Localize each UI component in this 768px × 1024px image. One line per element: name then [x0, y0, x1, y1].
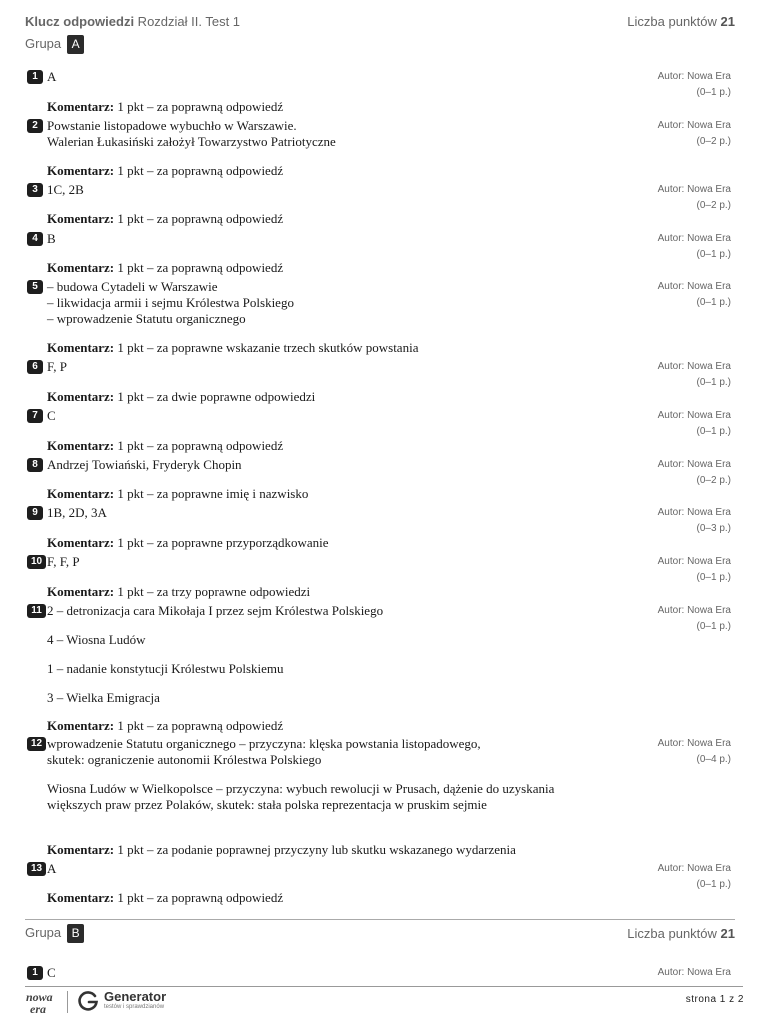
task-1	[27, 69, 733, 98]
task-meta: Autor: Nowa Era (0–1 p.)	[657, 233, 731, 260]
task-13	[27, 861, 733, 890]
task-meta: Autor: Nowa Era (0–2 p.)	[657, 184, 731, 211]
task-3-comment: Komentarz: 1 pkt – za poprawną odpowiedź	[47, 211, 284, 226]
task-answer: 2 – detronizacja cara Mikołaja I przez sejm Królestwa Polskiego 4 – Wiosna Ludów 1 – nadanie konstytucji Królestwu Polskiemu 3 – Wielka Emigracja	[47, 603, 384, 705]
task-number: 10	[27, 555, 46, 569]
task-number: 1	[27, 70, 43, 84]
task-answer: Powstanie listopadowe wybuchło w Warszawie. Walerian Łukasiński założył Towarzystwo Patriotyczne	[47, 118, 336, 149]
task-5-comment: Komentarz: 1 pkt – za poprawne wskazanie trzech skutków powstania	[47, 340, 419, 355]
task-answer: Andrzej Towiański, Fryderyk Chopin	[47, 457, 242, 472]
logo-text: nowa	[26, 990, 53, 1004]
task-meta: Autor: Nowa Era (0–2 p.)	[657, 120, 731, 147]
task-answer: B	[47, 231, 56, 246]
task-answer: – budowa Cytadeli w Warszawie – likwidacja armii i sejmu Królestwa Polskiego – wprowadzenie Statutu organicznego	[47, 279, 294, 326]
task-2	[27, 118, 733, 150]
total-points: Liczba punktów 21	[627, 14, 735, 29]
task-4	[27, 231, 733, 260]
task-9-comment: Komentarz: 1 pkt – za poprawne przyporządkowanie	[47, 535, 329, 550]
page-number: strona 1 z 2	[685, 994, 744, 1005]
group-b-badge: B	[67, 924, 84, 943]
task-number: 12	[27, 737, 46, 751]
task-meta: Autor: Nowa Era (0–1 p.)	[657, 410, 731, 437]
task-11-comment: Komentarz: 1 pkt – za poprawną odpowiedź	[47, 718, 284, 733]
task-13-comment: Komentarz: 1 pkt – za poprawną odpowiedź	[47, 890, 284, 905]
task-meta: Autor: Nowa Era	[657, 967, 731, 978]
task-meta: Autor: Nowa Era (0–1 p.)	[657, 71, 731, 98]
task-number: 8	[27, 458, 43, 472]
group-a-label: Grupa A	[25, 34, 84, 54]
task-meta: Autor: Nowa Era (0–4 p.)	[657, 738, 731, 765]
generator-title: Generator	[104, 989, 167, 1004]
task-3	[27, 182, 733, 211]
generator-logo-icon	[77, 990, 99, 1012]
task-answer: 1B, 2D, 3A	[47, 505, 107, 520]
task-answer: 1C, 2B	[47, 182, 84, 197]
task-meta: Autor: Nowa Era (0–2 p.)	[657, 459, 731, 486]
logo-text-2: era	[30, 1002, 46, 1016]
group-b-points: Liczba punktów 21	[627, 926, 735, 941]
task-number: 6	[27, 360, 43, 374]
task-number: 2	[27, 119, 43, 133]
task-6-comment: Komentarz: 1 pkt – za dwie poprawne odpowiedzi	[47, 389, 316, 404]
doc-title: Klucz odpowiedzi	[25, 14, 135, 29]
task-7	[27, 408, 733, 437]
task-number: 13	[27, 862, 46, 876]
task-answer: A	[47, 861, 57, 876]
task-10	[27, 554, 733, 583]
task-9	[27, 505, 733, 534]
task-number: 4	[27, 232, 43, 246]
group-divider	[25, 919, 735, 920]
task-8	[27, 457, 733, 486]
group-b-label: Grupa B	[25, 923, 84, 943]
task-answer: F, F, P	[47, 554, 80, 569]
task-number: 7	[27, 409, 43, 423]
task-2-comment: Komentarz: 1 pkt – za poprawną odpowiedź	[47, 163, 284, 178]
task-8-comment: Komentarz: 1 pkt – za poprawne imię i nazwisko	[47, 486, 309, 501]
task-number: 1	[27, 966, 43, 980]
group-a-badge: A	[67, 35, 84, 54]
task-answer: C	[47, 408, 56, 423]
task-number: 3	[27, 183, 43, 197]
task-meta: Autor: Nowa Era (0–1 p.)	[657, 556, 731, 583]
footer-divider	[25, 986, 743, 987]
doc-subtitle: Rozdział II. Test 1	[134, 14, 241, 29]
task-11	[27, 603, 733, 706]
generator-subtitle: testów i sprawdzianów	[104, 1004, 165, 1010]
task-number: 5	[27, 280, 43, 294]
task-10-comment: Komentarz: 1 pkt – za trzy poprawne odpowiedzi	[47, 584, 311, 599]
nowa-era-logo	[25, 988, 61, 1016]
task-answer: C	[47, 965, 56, 980]
task-7-comment: Komentarz: 1 pkt – za poprawną odpowiedź	[47, 438, 284, 453]
task-meta: Autor: Nowa Era (0–1 p.)	[657, 361, 731, 388]
task-number: 9	[27, 506, 43, 520]
task-5	[27, 279, 733, 327]
page-header	[25, 14, 735, 34]
task-answer: A	[47, 69, 57, 84]
task-6	[27, 359, 733, 388]
task-4-comment: Komentarz: 1 pkt – za poprawną odpowiedź	[47, 260, 284, 275]
task-meta: Autor: Nowa Era (0–1 p.)	[657, 863, 731, 890]
footer-separator	[67, 991, 68, 1013]
task-meta: Autor: Nowa Era (0–1 p.)	[657, 605, 731, 632]
task-12	[27, 736, 733, 813]
task-meta: Autor: Nowa Era (0–1 p.)	[657, 281, 731, 308]
task-1-comment: Komentarz: 1 pkt – za poprawną odpowiedź	[47, 99, 284, 114]
task-number: 11	[27, 604, 46, 618]
b-task-1	[27, 965, 733, 981]
task-12-comment: Komentarz: 1 pkt – za podanie poprawnej przyczyny lub skutku wskazanego wydarzenia	[47, 842, 516, 857]
task-answer: wprowadzenie Statutu organicznego – przyczyna: klęska powstania listopadowego, skutek: ograniczenie autonomii Królestwa Polskiego Wiosna Ludów w Wielkopolsce – przyczyna: wybuch rewolucji w Prusach, dążenie do uzyskania większych praw przez Polaków, skutek: stała polska reprezentacja w pruskim sejmie	[47, 736, 555, 812]
task-answer: F, P	[47, 359, 67, 374]
task-meta: Autor: Nowa Era (0–3 p.)	[657, 507, 731, 534]
